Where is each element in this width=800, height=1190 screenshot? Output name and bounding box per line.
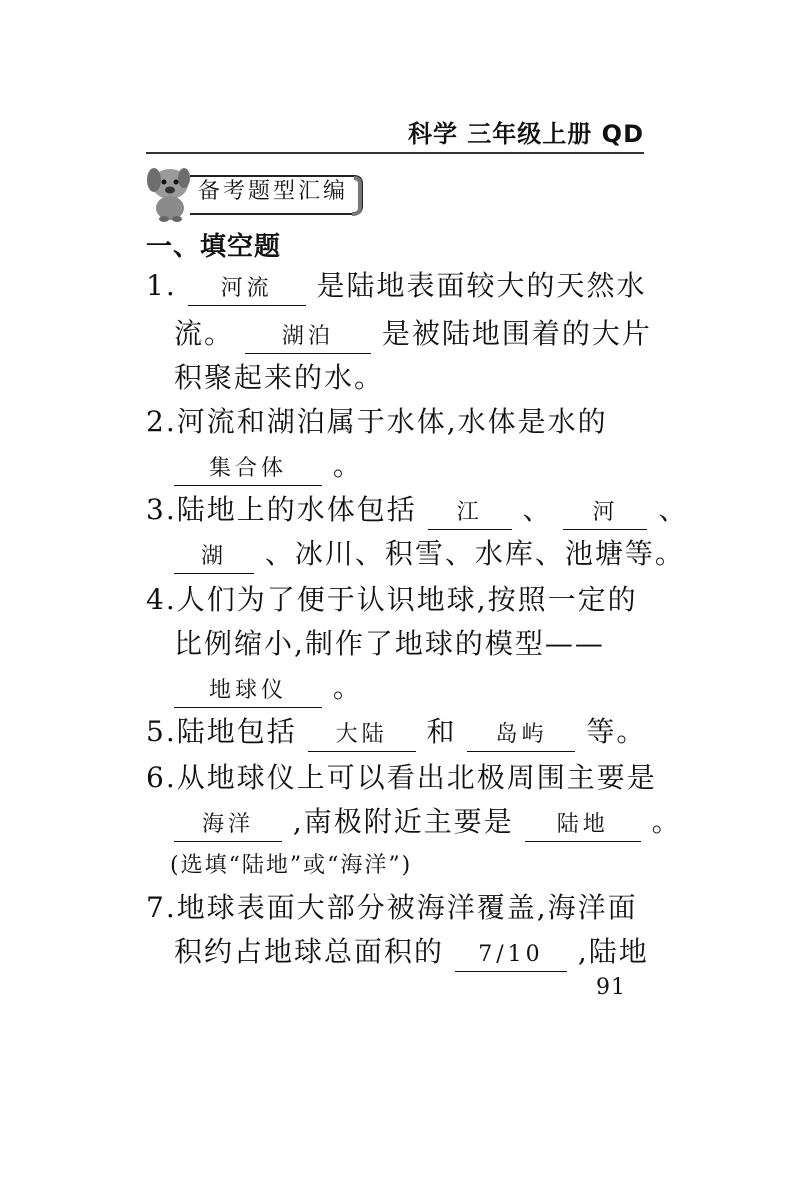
page-number: 91: [596, 975, 626, 1000]
question-text: 5.陆地包括: [146, 715, 297, 748]
question-text: 流。: [174, 317, 235, 350]
question-text: 积聚起来的水。: [174, 361, 385, 394]
question-number: 1.: [146, 269, 177, 302]
question-text: 3.陆地上的水体包括: [146, 493, 417, 526]
question-1-line-2: [174, 314, 652, 354]
question-text: 2.河流和湖泊属于水体,水体是水的: [146, 405, 608, 438]
question-6-line-1: [146, 758, 657, 798]
question-4-line-1: [146, 580, 638, 620]
answer-blank: 地球仪: [174, 675, 322, 708]
question-3-line-1: [146, 490, 688, 530]
question-text: 和: [426, 715, 457, 748]
question-4-line-2: [174, 624, 605, 664]
section-banner: [140, 162, 370, 222]
question-text: 7.地球表面大部分被海洋覆盖,海洋面: [146, 891, 638, 924]
answer-blank: 河流: [188, 273, 306, 306]
question-text: 比例缩小,制作了地球的模型——: [174, 627, 605, 660]
question-text: 6.从地球仪上可以看出北极周围主要是: [146, 761, 657, 794]
answer-blank: 集合体: [174, 453, 322, 486]
answer-blank: 7/10: [455, 939, 567, 972]
question-2-line-2: [174, 446, 363, 486]
answer-blank: 湖: [174, 541, 254, 574]
question-4-line-3: [174, 668, 363, 708]
question-text: 等。: [586, 715, 647, 748]
book-title: 科学 三年级上册 QD: [407, 120, 644, 148]
question-7-line-1: [146, 888, 638, 928]
question-text: 、冰川、积雪、水库、池塘等。: [264, 537, 685, 570]
answer-blank: 海洋: [174, 809, 282, 842]
question-text: 是陆地表面较大的天然水: [316, 269, 647, 302]
question-text: 、: [658, 493, 689, 526]
question-5-line: [146, 712, 646, 752]
answer-blank: 大陆: [308, 719, 416, 752]
question-1-line-1: [146, 266, 647, 306]
answer-blank: 陆地: [525, 809, 641, 842]
question-7-line-2: [174, 932, 649, 972]
answer-blank: 湖泊: [245, 321, 371, 354]
question-text: 4.人们为了便于认识地球,按照一定的: [146, 583, 638, 616]
question-6-note: (选填“陆地”或“海洋”): [170, 853, 413, 878]
question-1-line-3: [174, 358, 384, 398]
question-2-line-1: [146, 402, 608, 442]
question-3-line-2: [174, 534, 685, 574]
question-6-line-2: [174, 802, 682, 842]
question-text: 。: [332, 449, 363, 482]
question-text: 。: [332, 671, 363, 704]
question-text: 积约占地球总面积的: [174, 935, 445, 968]
page-header: [146, 112, 644, 154]
banner-label: 备考题型汇编: [198, 179, 349, 204]
question-text: 是被陆地围着的大片: [381, 317, 652, 350]
answer-blank: 岛屿: [467, 719, 575, 752]
question-text: ,南极附近主要是: [292, 805, 514, 838]
section-title: 一、填空题: [146, 232, 282, 262]
answer-blank: 江: [428, 497, 512, 530]
question-text: 、: [522, 493, 553, 526]
question-text: ,陆地: [577, 935, 649, 968]
question-text: 。: [651, 805, 682, 838]
answer-blank: 河: [563, 497, 647, 530]
